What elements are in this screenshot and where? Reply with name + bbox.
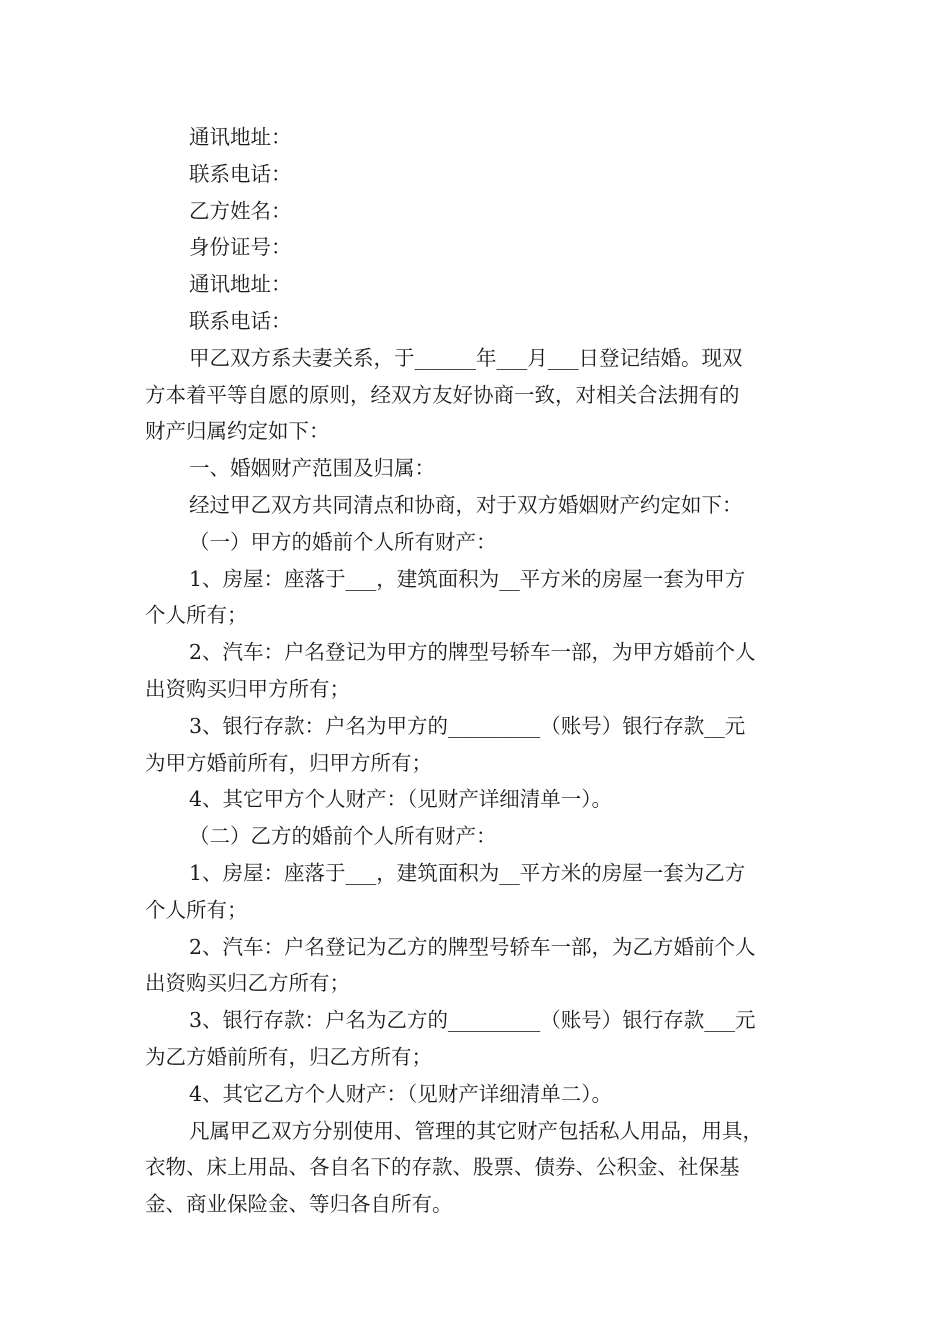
phone-label: 联系电话： [189,161,292,186]
list-item-continuation: 为甲方婚前所有，归甲方所有； [145,750,432,775]
list-item: 4、其它甲方个人财产：（见财产详细清单一）。 [189,787,613,812]
paragraph-line: 金、商业保险金、等归各自所有。 [145,1192,453,1217]
list-item: 1、房屋：座落于___，建筑面积为__平方米的房屋一套为甲方 [189,566,746,591]
paragraph-line: 凡属甲乙双方分别使用、管理的其它财产包括私人用品，用具， [189,1118,763,1143]
list-item: 3、银行存款：户名为乙方的_________（账号）银行存款___元 [189,1008,756,1033]
phone-label-b: 联系电话： [189,308,292,333]
list-item: 2、汽车：户名登记为乙方的牌型号轿车一部，为乙方婚前个人 [189,934,756,959]
address-label: 通讯地址： [189,125,292,149]
subsection-heading: （一）甲方的婚前个人所有财产： [189,529,497,554]
agreement-body [145,119,825,1223]
paragraph-line: 财产归属约定如下： [145,419,330,444]
section-heading: 一、婚姻财产范围及归属： [189,456,435,481]
list-item-continuation: 出资购买归乙方所有； [145,971,350,996]
list-item-continuation: 为乙方婚前所有，归乙方所有； [145,1044,432,1069]
id-number-label: 身份证号： [189,235,292,260]
paragraph-line: 方本着平等自愿的原则，经双方友好协商一致，对相关合法拥有的 [145,382,740,407]
subsection-heading: （二）乙方的婚前个人所有财产： [189,824,497,849]
list-item: 1、房屋：座落于___，建筑面积为__平方米的房屋一套为乙方 [189,860,746,885]
party-b-name-label: 乙方姓名： [189,198,292,223]
paragraph-line: 经过甲乙双方共同清点和协商，对于双方婚姻财产约定如下： [189,492,743,517]
paragraph-line: 甲乙双方系夫妻关系，于______年___月___日登记结婚。现双 [189,345,743,370]
list-item: 3、银行存款：户名为甲方的_________（账号）银行存款__元 [189,713,746,738]
list-item-continuation: 出资购买归甲方所有； [145,676,350,701]
list-item-continuation: 个人所有； [145,897,248,922]
paragraph-line: 衣物、床上用品、各自名下的存款、股票、债券、公积金、社保基 [145,1155,740,1180]
address-label-b: 通讯地址： [189,272,292,297]
list-item: 4、其它乙方个人财产：（见财产详细清单二）。 [189,1081,613,1106]
list-item-continuation: 个人所有； [145,603,248,628]
list-item: 2、汽车：户名登记为甲方的牌型号轿车一部，为甲方婚前个人 [189,640,756,665]
